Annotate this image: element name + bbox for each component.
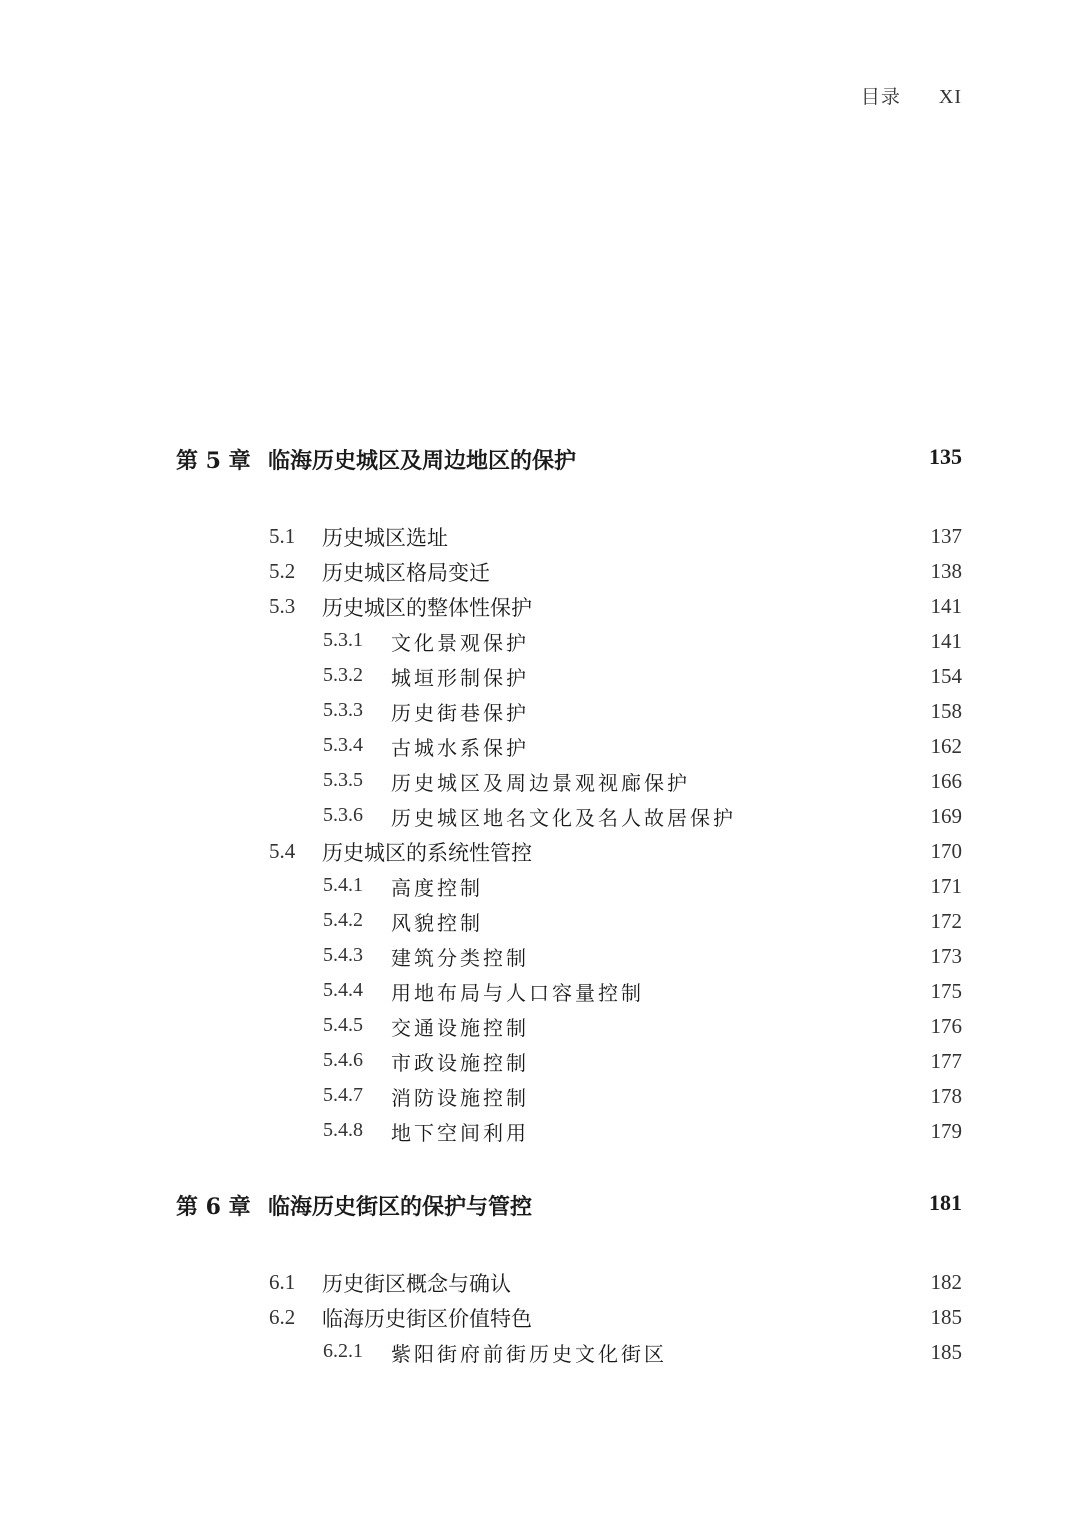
- entry-title: 用地布局与人口容量控制: [391, 981, 644, 1005]
- entry-number: 5.3.1: [323, 629, 363, 651]
- entry-page-number: 141: [930, 629, 962, 653]
- entry-number: 5.4.1: [323, 874, 363, 896]
- header-page-number: XI: [938, 86, 962, 108]
- toc-subsection-entry[interactable]: [0, 693, 1080, 728]
- entry-number: 5.4: [269, 839, 296, 863]
- entry-page-number: 175: [930, 979, 962, 1003]
- chapter-page-number: 135: [929, 444, 962, 469]
- entry-number: 5.4.8: [323, 1119, 363, 1141]
- entry-title: 紫阳街府前街历史文化街区: [391, 1342, 667, 1366]
- entry-title: 交通设施控制: [391, 1016, 529, 1040]
- chapter-gap: [0, 1148, 1080, 1186]
- entry-page-number: 170: [930, 839, 962, 863]
- entry-page-number: 178: [930, 1084, 962, 1108]
- entry-page-number: 179: [930, 1119, 962, 1143]
- entry-page-number: 182: [930, 1270, 962, 1294]
- entry-number: 6.1: [269, 1270, 296, 1294]
- entry-title: 历史城区的系统性管控: [322, 841, 532, 865]
- entry-page-number: 185: [930, 1305, 962, 1329]
- entry-page-number: 141: [930, 594, 962, 618]
- toc-subsection-entry[interactable]: [0, 1078, 1080, 1113]
- entry-number: 6.2: [269, 1305, 296, 1329]
- toc-section-entry[interactable]: [0, 833, 1080, 868]
- chapter-label: 第 5 章: [176, 448, 251, 474]
- entry-page-number: 138: [930, 559, 962, 583]
- entry-page-number: 172: [930, 909, 962, 933]
- entry-title: 文化景观保护: [391, 631, 529, 655]
- entry-page-number: 177: [930, 1049, 962, 1073]
- entry-number: 6.2.1: [323, 1340, 363, 1362]
- entry-title: 地下空间利用: [391, 1121, 529, 1145]
- entry-page-number: 173: [930, 944, 962, 968]
- toc-subsection-entry[interactable]: [0, 658, 1080, 693]
- entry-number: 5.3.6: [323, 804, 363, 826]
- toc-subsection-entry[interactable]: [0, 903, 1080, 938]
- entry-number: 5.4.4: [323, 979, 363, 1001]
- entry-page-number: 158: [930, 699, 962, 723]
- entry-title: 消防设施控制: [391, 1086, 529, 1110]
- entry-page-number: 166: [930, 769, 962, 793]
- chapter-title: 临海历史街区的保护与管控: [268, 1194, 533, 1220]
- entry-title: 古城水系保护: [391, 736, 529, 760]
- toc-subsection-entry[interactable]: [0, 1113, 1080, 1148]
- entry-title: 历史街区概念与确认: [322, 1272, 511, 1296]
- entry-title: 历史城区的整体性保护: [322, 596, 532, 620]
- entry-page-number: 169: [930, 804, 962, 828]
- toc-section-entry[interactable]: [0, 1299, 1080, 1334]
- toc-subsection-entry[interactable]: [0, 1334, 1080, 1369]
- header-title: 目录: [860, 86, 901, 108]
- table-of-contents: [0, 440, 1080, 1369]
- toc-section-entry[interactable]: [0, 553, 1080, 588]
- entry-title: 历史城区及周边景观视廊保护: [391, 771, 690, 795]
- entry-title: 市政设施控制: [391, 1051, 529, 1075]
- toc-subsection-entry[interactable]: [0, 938, 1080, 973]
- entry-page-number: 185: [930, 1340, 962, 1364]
- chapter-page-number: 181: [929, 1190, 962, 1215]
- entry-title: 城垣形制保护: [391, 666, 529, 690]
- entry-number: 5.3.3: [323, 699, 363, 721]
- toc-subsection-entry[interactable]: [0, 763, 1080, 798]
- toc-subsection-entry[interactable]: [0, 1008, 1080, 1043]
- toc-subsection-entry[interactable]: [0, 1043, 1080, 1078]
- entry-number: 5.3.4: [323, 734, 363, 756]
- entry-page-number: 176: [930, 1014, 962, 1038]
- chapter-heading[interactable]: [0, 440, 1080, 480]
- toc-section-entry[interactable]: [0, 1264, 1080, 1299]
- toc-subsection-entry[interactable]: [0, 798, 1080, 833]
- toc-subsection-entry[interactable]: [0, 623, 1080, 658]
- toc-section-entry[interactable]: [0, 518, 1080, 553]
- entry-page-number: 171: [930, 874, 962, 898]
- chapter-title: 临海历史城区及周边地区的保护: [268, 448, 577, 474]
- entry-page-number: 154: [930, 664, 962, 688]
- entry-number: 5.3: [269, 594, 296, 618]
- running-header: [861, 82, 962, 109]
- entry-number: 5.4.6: [323, 1049, 363, 1071]
- toc-subsection-entry[interactable]: [0, 728, 1080, 763]
- entry-number: 5.2: [269, 559, 296, 583]
- entry-title: 建筑分类控制: [391, 946, 529, 970]
- chapter-heading[interactable]: [0, 1186, 1080, 1226]
- entry-number: 5.4.5: [323, 1014, 363, 1036]
- entry-title: 高度控制: [391, 876, 483, 900]
- entry-title: 临海历史街区价值特色: [322, 1307, 532, 1331]
- toc-section-entry[interactable]: [0, 588, 1080, 623]
- entry-number: 5.1: [269, 524, 296, 548]
- entry-number: 5.3.5: [323, 769, 363, 791]
- entry-number: 5.4.2: [323, 909, 363, 931]
- entry-number: 5.4.7: [323, 1084, 363, 1106]
- entry-number: 5.4.3: [323, 944, 363, 966]
- entry-number: 5.3.2: [323, 664, 363, 686]
- entry-title: 历史城区格局变迁: [322, 561, 490, 585]
- toc-subsection-entry[interactable]: [0, 973, 1080, 1008]
- entry-title: 历史城区地名文化及名人故居保护: [391, 806, 736, 830]
- entry-title: 历史街巷保护: [391, 701, 529, 725]
- toc-subsection-entry[interactable]: [0, 868, 1080, 903]
- chapter-label: 第 6 章: [176, 1194, 251, 1220]
- entry-page-number: 162: [930, 734, 962, 758]
- entry-title: 风貌控制: [391, 911, 483, 935]
- entry-page-number: 137: [930, 524, 962, 548]
- entry-title: 历史城区选址: [322, 526, 448, 550]
